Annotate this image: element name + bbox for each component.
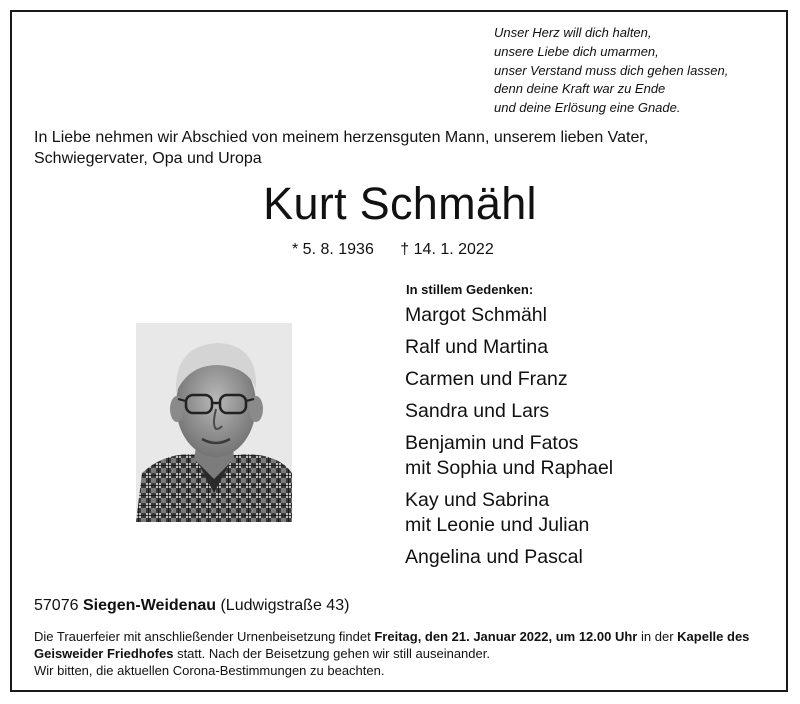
address xyxy=(34,596,349,616)
notice-text: Die Trauerfeier mit anschließender Urnenbeisetzung findet xyxy=(34,629,371,644)
mourner-name: Sandra und Lars xyxy=(405,400,550,422)
address-street: (Ludwigstraße 43) xyxy=(220,597,350,614)
list-item xyxy=(405,367,613,392)
poem-line: unsere Liebe dich umarmen, xyxy=(494,43,659,59)
poem-line: und deine Erlösung eine Gnade. xyxy=(494,100,681,116)
portrait-illustration xyxy=(136,323,292,522)
mourner-name: Ralf und Martina xyxy=(405,336,549,358)
list-item xyxy=(405,399,613,424)
intro-text xyxy=(34,128,774,169)
mourner-children: mit Leonie und Julian xyxy=(405,514,590,536)
list-item xyxy=(405,488,613,538)
notice-date: Freitag, den 21. Januar 2022, um 12.00 Uhr xyxy=(374,629,638,644)
death-date: † 14. 1. 2022 xyxy=(400,241,494,258)
list-item xyxy=(405,335,613,360)
list-item xyxy=(405,545,613,570)
list-item xyxy=(405,431,613,481)
address-city: Siegen-Weidenau xyxy=(82,597,217,614)
intro-line: In Liebe nehmen wir Abschied von meinem herzensguten Mann, unserem lieben Vater, xyxy=(34,129,649,146)
notice-text: statt. Nach der Beisetzung gehen wir still auseinander. xyxy=(177,646,490,661)
deceased-name: Kurt Schmähl xyxy=(263,178,537,229)
memorial-heading: In stillem Gedenken: xyxy=(406,282,534,297)
poem-line: Unser Herz will dich halten, xyxy=(494,25,652,40)
mourners-list xyxy=(405,303,613,577)
list-item xyxy=(405,303,613,328)
mourner-name: Margot Schmähl xyxy=(405,304,547,326)
notice-text: in der xyxy=(641,629,674,644)
mourner-name: Angelina und Pascal xyxy=(405,546,583,568)
address-zip: 57076 xyxy=(34,597,79,614)
funeral-notice xyxy=(34,628,784,679)
poem xyxy=(494,24,784,118)
notice-place: Kapelle des Geisweider Friedhofes xyxy=(34,629,750,661)
mourner-name: Carmen und Franz xyxy=(405,368,568,390)
life-dates xyxy=(292,240,494,260)
mourner-children: mit Sophia und Raphael xyxy=(405,457,614,479)
poem-line: unser Verstand muss dich gehen lassen, xyxy=(494,62,729,78)
intro-line: Schwiegervater, Opa und Uropa xyxy=(34,149,262,167)
notice-text: Wir bitten, die aktuellen Corona-Bestimmungen zu beachten. xyxy=(34,663,385,678)
mourner-name: Kay und Sabrina xyxy=(405,489,550,511)
portrait-photo xyxy=(136,323,292,522)
mourner-name: Benjamin und Fatos xyxy=(405,432,579,454)
birth-date: * 5. 8. 1936 xyxy=(292,241,374,258)
poem-line: denn deine Kraft war zu Ende xyxy=(494,81,666,97)
